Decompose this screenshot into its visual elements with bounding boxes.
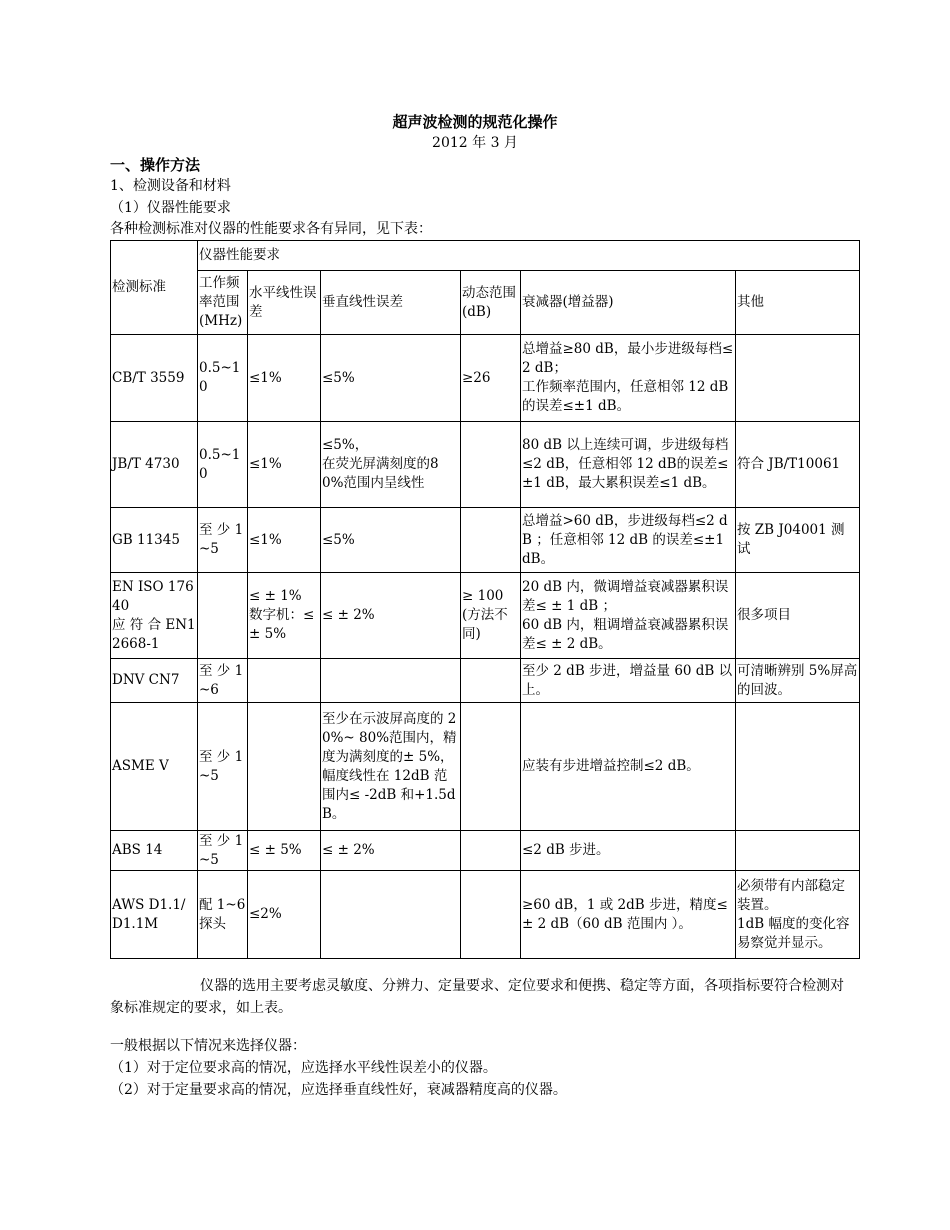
cell-atten: [521, 871, 736, 959]
cell-text: ≤5%，: [322, 437, 369, 453]
table-row: [111, 573, 860, 659]
cell-standard: [111, 422, 198, 508]
cell-text: 必须带有内部稳定装置。: [737, 877, 845, 913]
cell-text: 应装有步进增益控制≤2 dB。: [522, 758, 700, 774]
cell-text: 至 少 1~5: [199, 832, 244, 868]
table-row: [111, 422, 860, 508]
cell-dyn: [461, 508, 521, 573]
cell-other: [736, 703, 860, 831]
cell-dyn: [461, 871, 521, 959]
cell-text: 60 dB 内，粗调增益衰减器累积误差≤ ± 2 dB。: [522, 616, 729, 652]
table-row: [111, 659, 860, 703]
cell-text: GB 11345: [112, 531, 180, 548]
cell-vert: [321, 422, 461, 508]
cell-text: ≤5%: [322, 369, 355, 386]
cell-dyn: [461, 335, 521, 422]
cell-text: 0.5~10: [199, 360, 241, 395]
cell-freq: [198, 831, 248, 871]
cell-atten: [521, 508, 736, 573]
cell-text: ≤1%: [249, 456, 282, 472]
header-freq: 工作频率范围(MHz): [198, 271, 248, 335]
cell-text: JB/T 4730: [112, 456, 180, 472]
cell-text: 总增益>60 dB，步进级每档≤2 dB ；任意相邻 12 dB 的误差≤±1 dB。: [522, 512, 728, 567]
cell-vert: [321, 871, 461, 959]
cell-text: ≤ ± 2%: [322, 842, 375, 858]
cell-dyn: [461, 659, 521, 703]
cell-other: [736, 871, 860, 959]
cell-vert: [321, 659, 461, 703]
cell-standard: [111, 508, 198, 573]
cell-horiz: [248, 335, 321, 422]
table-row: [111, 871, 860, 959]
cell-standard: [111, 703, 198, 831]
cell-atten: [521, 422, 736, 508]
cell-text: 至少在示波屏高度的 20%~ 80%范围内，精度为满刻度的± 5%，幅度线性在 12dB 范围内≤ -2dB 和+1.5dB。: [322, 710, 457, 822]
cell-freq: [198, 335, 248, 422]
cell-text: 在荧光屏满刻度的80%范围内呈线性: [322, 456, 439, 491]
cell-other: [736, 508, 860, 573]
cell-horiz: [248, 871, 321, 959]
cell-text: ASME V: [112, 758, 169, 774]
cell-text: ≥26: [462, 369, 491, 386]
document-date: 2012 年 3 月: [432, 135, 518, 151]
cell-atten: [521, 335, 736, 422]
cell-dyn: [461, 573, 521, 659]
cell-text: 配 1~6 探头: [199, 896, 246, 932]
cell-text: 按 ZB J04001 测试: [737, 522, 845, 557]
cell-text: EN ISO 17640: [112, 578, 194, 614]
cell-text: ≤ ± 1%: [249, 588, 302, 604]
subsubsection-heading: （1）仪器性能要求: [110, 200, 231, 216]
header-standard: 检测标准: [111, 241, 198, 335]
cell-dyn: [461, 831, 521, 871]
paragraph-selection: 仪器的选用主要考虑灵敏度、分辨力、定量要求、定位要求和便携、稳定等方面，各项指标要符合检测对象标准规定的要求，如上表。: [110, 978, 844, 1016]
cell-freq: [198, 703, 248, 831]
cell-atten: [521, 573, 736, 659]
cell-atten: [521, 659, 736, 703]
cell-horiz: [248, 422, 321, 508]
cell-text: ≤1%: [249, 369, 282, 386]
document-title: 超声波检测的规范化操作: [392, 113, 558, 131]
cell-text: ≤ ± 5%: [249, 842, 302, 858]
cell-freq: [198, 573, 248, 659]
cell-horiz: [248, 508, 321, 573]
cell-freq: [198, 659, 248, 703]
table-intro: 各种检测标准对仪器的性能要求各有异同，见下表：: [110, 221, 432, 237]
section-heading: 一、操作方法: [110, 156, 201, 174]
cell-text: ≤1%: [249, 531, 282, 548]
header-other: 其他: [736, 271, 860, 335]
list-item-positioning: （1）对于定位要求高的情况，应选择水平线性误差小的仪器。: [110, 1060, 497, 1076]
cell-text: ≥60 dB，1 或 2dB 步进，精度≤ ± 2 dB（60 dB 范围内 ）。: [522, 896, 728, 932]
cell-text: 工作频率范围内，任意相邻 12 dB 的误差≤±1 dB。: [522, 379, 729, 414]
cell-vert: [321, 703, 461, 831]
cell-other: [736, 831, 860, 871]
cell-text: 总增益≥80 dB，最小步进级每档≤2 dB；: [522, 341, 734, 376]
cell-horiz: [248, 659, 321, 703]
cell-dyn: [461, 422, 521, 508]
cell-text: ≤2 dB 步进。: [522, 842, 610, 858]
cell-text: 数字机：≤ ± 5%: [249, 607, 315, 642]
table-row: [111, 703, 860, 831]
cell-other: [736, 422, 860, 508]
header-dyn: 动态范围(dB): [461, 271, 521, 335]
cell-text: 很多项目: [737, 607, 791, 623]
subsection-heading: 1、检测设备和材料: [110, 178, 231, 194]
cell-text: 至 少 1~5: [199, 748, 244, 784]
cell-standard: [111, 573, 198, 659]
performance-table: [110, 240, 860, 959]
cell-text: 0.5~10: [199, 446, 241, 482]
cell-horiz: [248, 573, 321, 659]
header-atten: 衰减器(增益器): [521, 271, 736, 335]
header-group: 仪器性能要求: [198, 241, 860, 271]
cell-freq: [198, 508, 248, 573]
cell-text: ≤2%: [249, 906, 282, 922]
cell-vert: [321, 508, 461, 573]
table-row: [111, 508, 860, 573]
cell-other: [736, 573, 860, 659]
cell-text: 20 dB 内，微调增益衰减器累积误差≤ ± 1 dB ；: [522, 578, 729, 614]
cell-text: ≤ ± 2%: [322, 607, 375, 623]
list-item-quantification: （2）对于定量要求高的情况，应选择垂直线性好，衰减器精度高的仪器。: [110, 1082, 567, 1098]
cell-text: 80 dB 以上连续可调，步进级每档≤2 dB，任意相邻 12 dB的误差≤±1 dB，最大累积误差≤1 dB。: [522, 437, 729, 491]
cell-freq: [198, 871, 248, 959]
cell-text: ≤5%: [322, 531, 355, 548]
cell-standard: [111, 871, 198, 959]
cell-horiz: [248, 703, 321, 831]
cell-vert: [321, 573, 461, 659]
cell-other: [736, 335, 860, 422]
cell-text: AWS D1.1/D1.1M: [112, 896, 186, 932]
cell-text: CB/T 3559: [112, 369, 185, 386]
cell-other: [736, 659, 860, 703]
paragraph-criteria: 一般根据以下情况来选择仪器：: [110, 1038, 306, 1054]
header-vert: 垂直线性误差: [321, 271, 461, 335]
cell-text: 1dB 幅度的变化容易察觉并显示。: [737, 915, 850, 951]
cell-atten: [521, 831, 736, 871]
cell-atten: [521, 703, 736, 831]
cell-text: 至少 2 dB 步进，增益量 60 dB 以上。: [522, 662, 733, 698]
cell-vert: [321, 831, 461, 871]
table-row: [111, 831, 860, 871]
table-row: [111, 335, 860, 422]
cell-dyn: [461, 703, 521, 831]
header-horiz: 水平线性误差: [248, 271, 321, 335]
cell-standard: [111, 335, 198, 422]
cell-standard: [111, 659, 198, 703]
cell-text: DNV CN7: [112, 672, 180, 688]
cell-text: 可清晰辨别 5%屏高的回波。: [737, 662, 858, 698]
cell-text: ≥ 100 (方法不同): [462, 588, 508, 642]
cell-vert: [321, 335, 461, 422]
cell-standard: [111, 831, 198, 871]
cell-text: ABS 14: [112, 842, 163, 858]
cell-text: 应 符 合 EN12668-1: [112, 616, 196, 652]
cell-text: 至 少 1~6: [199, 662, 244, 698]
cell-text: 符合 JB/T10061: [737, 456, 841, 472]
cell-text: 至 少 1~5: [199, 522, 244, 557]
cell-freq: [198, 422, 248, 508]
cell-horiz: [248, 831, 321, 871]
